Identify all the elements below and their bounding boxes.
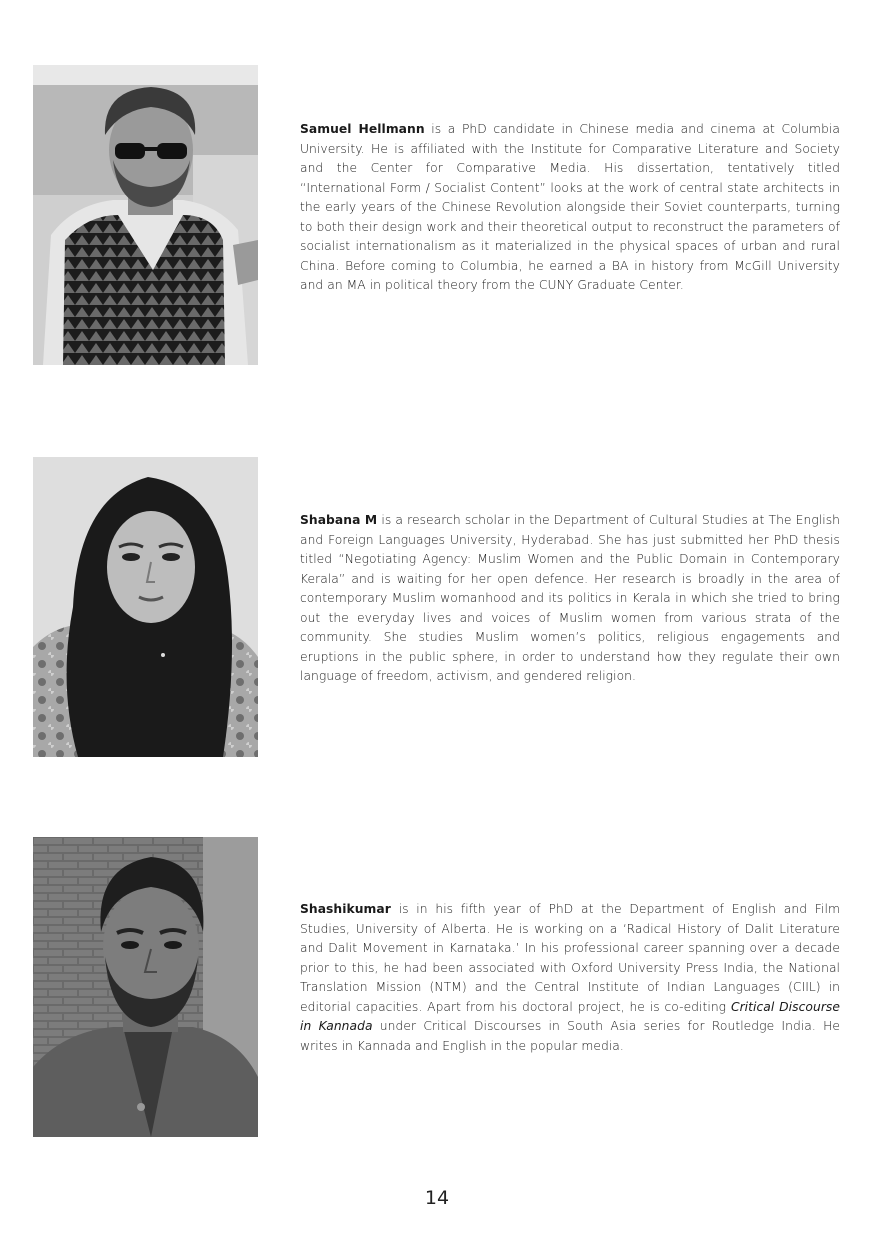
portrait-photo-samuel-hellmann <box>33 65 258 365</box>
bio-body: is a PhD candidate in Chinese media and cinema at Columbia University. He is affiliated with the Institute for Comparative Literature and Society and the Center for Comparative Media. His dissertation, tentatively titled “International Form / Socialist Content” looks at the work of central state architects in the early years of the Chinese Revolution alongside their Soviet counterparts, turning to both their design work and their theoretical output to reconstruct the parameters of socialist internationalism as it materialized in the physical spaces of urban and rural China. Before coming to Columbia, he earned a BA in history from McGill University and an MA in political theory from the CUNY Graduate Center. <box>300 122 840 292</box>
portrait-photo-shashikumar <box>33 837 258 1137</box>
person-name: Shashikumar <box>300 902 391 916</box>
person-name: Samuel Hellmann <box>300 122 425 136</box>
bio-text <box>300 900 840 1056</box>
portrait-image <box>33 837 258 1137</box>
bio-body: is a research scholar in the Department of Cultural Studies at The English and Foreign Languages University, Hyderabad. She has just submitted her PhD thesis titled “Negotiating Agency: Muslim Women and the Public Domain in Contemporary Kerala” and is waiting for her open defence. Her research is broadly in the area of contemporary Muslim womanhood and its politics in Kerala in which she tried to bring out the everyday lives and voices of Muslim women from various strata of the community. She studies Muslim women’s politics, religious engagements and eruptions in the public sphere, in order to understand how they regulate their own language of freedom, activism, and gendered religion. <box>300 513 841 683</box>
portrait-image <box>33 457 258 757</box>
bio-text <box>300 120 840 296</box>
book-title: Critical Discourse in Kannada <box>300 999 841 1033</box>
portrait-image <box>33 65 258 365</box>
portrait-photo-shabana-m <box>33 457 258 757</box>
bio-body-continued: under Critical Discourses in South Asia series for Routledge India. He writes in Kannada and English in the popular media. <box>300 1019 840 1053</box>
person-name: Shabana M <box>300 513 378 527</box>
bio-text <box>300 511 840 687</box>
bio-body: is in his fifth year of PhD at the Department of English and Film Studies, University of Alberta. He is working on a ‘Radical History of Dalit Literature and Dalit Movement in Karnataka.’ In his professional career spanning over a decade prior to this, he had been associated with Oxford University Press India, the National Translation Mission (NTM) and the Central Institute of Indian Languages (CIIL) in editorial capacities. Apart from his doctoral project, he is co-editing <box>300 902 840 1014</box>
page-number: 14 <box>424 1187 450 1209</box>
